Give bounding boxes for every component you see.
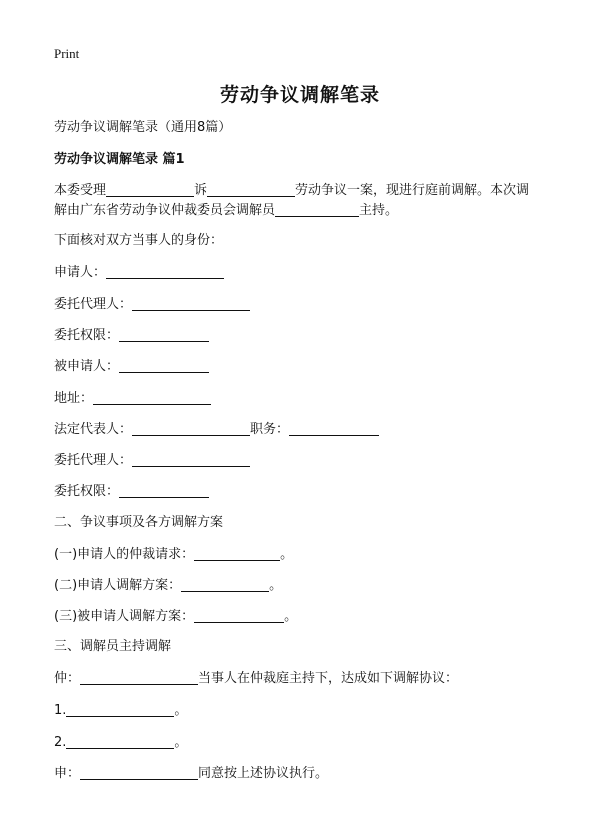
intro-text-5: 主持。	[359, 203, 399, 218]
legal-rep-label: 法定代表人：	[54, 422, 133, 437]
period: 。	[174, 703, 188, 718]
zhong-row	[54, 669, 458, 689]
agent2-label: 委托代理人：	[54, 453, 133, 468]
shen-label: 申：	[54, 766, 81, 781]
respondent-blank[interactable]	[119, 358, 209, 373]
period: 。	[280, 547, 294, 562]
intro-text-3: 劳动争议一案，现进行庭前调解。本次调	[295, 183, 530, 198]
period: 。	[269, 578, 283, 593]
zhong-blank[interactable]	[80, 670, 198, 685]
legal-rep-row	[54, 420, 379, 440]
legal-rep-blank[interactable]	[132, 421, 250, 436]
agreement-item1-blank[interactable]	[66, 702, 174, 717]
address-label: 地址：	[54, 391, 94, 406]
authority2-blank[interactable]	[119, 483, 209, 498]
applicant-blank[interactable]	[106, 264, 224, 279]
agent1-label: 委托代理人：	[54, 297, 133, 312]
section2-heading: 二、争议事项及各方调解方案	[54, 515, 224, 530]
agreement-item1-label: 1.	[54, 703, 67, 718]
zhong-label: 仲：	[54, 671, 81, 686]
period: 。	[174, 735, 188, 750]
agreement-item2-blank[interactable]	[66, 734, 174, 749]
identity-check-text: 下面核对双方当事人的身份：	[54, 233, 224, 248]
case-respondent-blank[interactable]	[207, 182, 295, 197]
intro-text-1: 本委受理	[54, 183, 107, 198]
agreement-item2-label: 2.	[54, 735, 67, 750]
section2-item3-label: (三)被申请人调解方案：	[54, 609, 195, 624]
shen-text: 同意按上述协议执行。	[198, 766, 329, 781]
respondent-label: 被申请人：	[54, 359, 120, 374]
authority1-blank[interactable]	[119, 327, 209, 342]
section2-item1-row	[54, 545, 293, 565]
agent1-row	[54, 295, 250, 315]
section-heading: 劳动争议调解笔录 篇1	[54, 152, 185, 167]
position-blank[interactable]	[289, 421, 379, 436]
zhong-text: 当事人在仲裁庭主持下，达成如下调解协议：	[198, 671, 459, 686]
section2-item3-row	[54, 607, 297, 627]
section2-item2-row	[54, 576, 282, 596]
section2-item2-label: (二)申请人调解方案：	[54, 578, 182, 593]
respondent-plan-blank[interactable]	[194, 608, 284, 623]
period: 。	[284, 609, 298, 624]
authority1-label: 委托权限：	[54, 328, 120, 343]
applicant-row	[54, 263, 224, 283]
agreement-item2-row	[54, 733, 187, 753]
intro-text-4: 解由广东省劳动争议仲裁委员会调解员	[54, 203, 276, 218]
agent2-blank[interactable]	[132, 452, 250, 467]
authority2-row	[54, 482, 209, 502]
position-label: 职务：	[250, 422, 290, 437]
applicant-label: 申请人：	[54, 265, 107, 280]
intro-line-1	[54, 181, 529, 201]
mediator-blank[interactable]	[275, 202, 359, 217]
shen-blank[interactable]	[80, 765, 198, 780]
respondent-row	[54, 357, 209, 377]
section2-item1-label: (一)申请人的仲裁请求：	[54, 547, 195, 562]
print-link[interactable]: Print	[54, 46, 80, 61]
address-blank[interactable]	[93, 390, 211, 405]
shen-row	[54, 764, 328, 784]
intro-line-2	[54, 201, 398, 221]
authority2-label: 委托权限：	[54, 484, 120, 499]
applicant-plan-blank[interactable]	[181, 577, 269, 592]
document-subtitle: 劳动争议调解笔录（通用8篇）	[54, 120, 232, 135]
agreement-item1-row	[54, 701, 187, 721]
authority1-row	[54, 326, 209, 346]
document-title: 劳动争议调解笔录	[219, 84, 380, 106]
arbitration-request-blank[interactable]	[194, 546, 280, 561]
address-row	[54, 389, 211, 409]
agent2-row	[54, 451, 250, 471]
agent1-blank[interactable]	[132, 296, 250, 311]
intro-text-2: 诉	[194, 183, 208, 198]
case-applicant-blank[interactable]	[106, 182, 194, 197]
section3-heading: 三、调解员主持调解	[54, 639, 172, 654]
